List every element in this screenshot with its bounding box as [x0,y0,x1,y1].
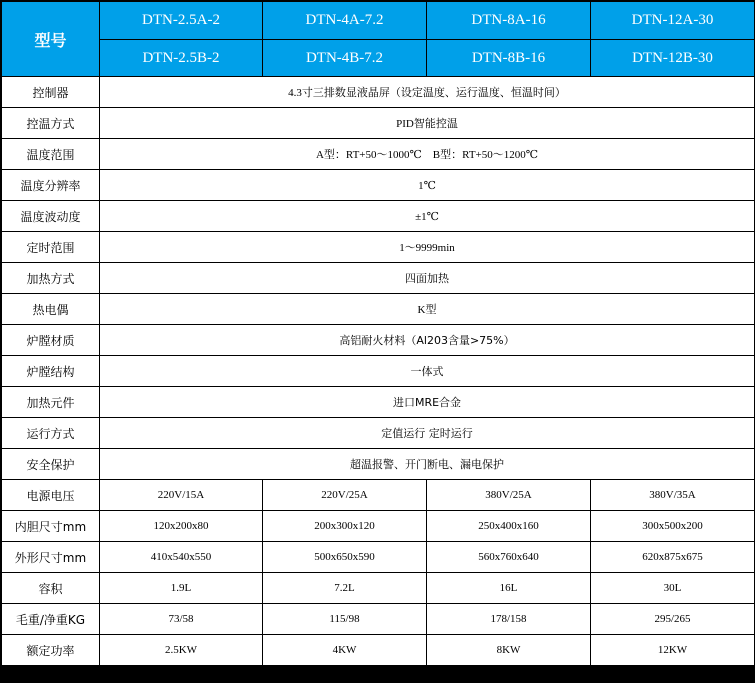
spec-row-safety [2,449,755,480]
model-value: 178/158 [427,604,591,635]
model-header-label: 型号 [2,2,100,77]
model-value: 220V/25A [263,480,427,511]
spec-value: A型：RT+50～1000℃ B型：RT+50～1200℃ [100,139,755,170]
model-row-outer-size [2,542,755,573]
model-row-inner-size [2,511,755,542]
model-name: DTN-8B-16 [427,40,591,77]
model-row-weight [2,604,755,635]
spec-row-thermocouple [2,294,755,325]
spec-value: PID智能控温 [100,108,755,139]
row-label: 炉膛材质 [2,325,100,356]
model-value: 2.5KW [100,635,263,666]
model-name: DTN-4B-7.2 [263,40,427,77]
spec-value: ±1℃ [100,201,755,232]
spec-value: K型 [100,294,755,325]
model-value: 12KW [591,635,755,666]
model-value: 4KW [263,635,427,666]
row-label: 运行方式 [2,418,100,449]
model-value: 16L [427,573,591,604]
spec-row-temp-range [2,139,755,170]
spec-value: 1～9999min [100,232,755,263]
model-value: 115/98 [263,604,427,635]
model-value: 73/58 [100,604,263,635]
model-row-volume [2,573,755,604]
spec-value: 1℃ [100,170,755,201]
spec-row-heating-element [2,387,755,418]
row-label: 炉膛结构 [2,356,100,387]
row-label: 容积 [2,573,100,604]
row-label: 加热元件 [2,387,100,418]
model-value: 620x875x675 [591,542,755,573]
model-name: DTN-8A-16 [427,2,591,40]
model-value: 300x500x200 [591,511,755,542]
row-label: 定时范围 [2,232,100,263]
row-label: 温度分辨率 [2,170,100,201]
spec-row-chamber-material [2,325,755,356]
model-value: 250x400x160 [427,511,591,542]
row-label: 温度波动度 [2,201,100,232]
model-value: 220V/15A [100,480,263,511]
spec-value: 高铝耐火材料（Al203含量>75%） [100,325,755,356]
spec-row-control-method [2,108,755,139]
model-value: 120x200x80 [100,511,263,542]
spec-value: 超温报警、开门断电、漏电保护 [100,449,755,480]
spec-row-temp-fluctuation [2,201,755,232]
model-value: 8KW [427,635,591,666]
model-name: DTN-2.5A-2 [100,2,263,40]
row-label: 内胆尺寸mm [2,511,100,542]
model-value: 1.9L [100,573,263,604]
model-value: 380V/35A [591,480,755,511]
row-label: 热电偶 [2,294,100,325]
spec-table [1,1,755,666]
model-row-voltage [2,480,755,511]
row-label: 毛重/净重KG [2,604,100,635]
model-value: 410x540x550 [100,542,263,573]
spec-row-operation-mode [2,418,755,449]
row-label: 电源电压 [2,480,100,511]
model-value: 560x760x640 [427,542,591,573]
spec-row-controller [2,77,755,108]
spec-value: 一体式 [100,356,755,387]
row-label: 控温方式 [2,108,100,139]
model-row-power [2,635,755,666]
model-value: 7.2L [263,573,427,604]
spec-value: 进口MRE合金 [100,387,755,418]
model-value: 500x650x590 [263,542,427,573]
row-label: 外形尺寸mm [2,542,100,573]
model-name: DTN-12B-30 [591,40,755,77]
model-name: DTN-12A-30 [591,2,755,40]
model-name: DTN-4A-7.2 [263,2,427,40]
spec-row-timer-range [2,232,755,263]
model-value: 30L [591,573,755,604]
row-label: 控制器 [2,77,100,108]
model-value: 200x300x120 [263,511,427,542]
row-label: 温度范围 [2,139,100,170]
header-row-1 [2,2,755,40]
row-label: 安全保护 [2,449,100,480]
spec-row-chamber-structure [2,356,755,387]
spec-row-heating-method [2,263,755,294]
spec-value: 4.3寸三排数显液晶屏（设定温度、运行温度、恒温时间） [100,77,755,108]
model-value: 380V/25A [427,480,591,511]
spec-value: 四面加热 [100,263,755,294]
model-name: DTN-2.5B-2 [100,40,263,77]
model-value: 295/265 [591,604,755,635]
spec-row-temp-resolution [2,170,755,201]
row-label: 额定功率 [2,635,100,666]
header-row-2 [2,40,755,77]
row-label: 加热方式 [2,263,100,294]
spec-value: 定值运行 定时运行 [100,418,755,449]
